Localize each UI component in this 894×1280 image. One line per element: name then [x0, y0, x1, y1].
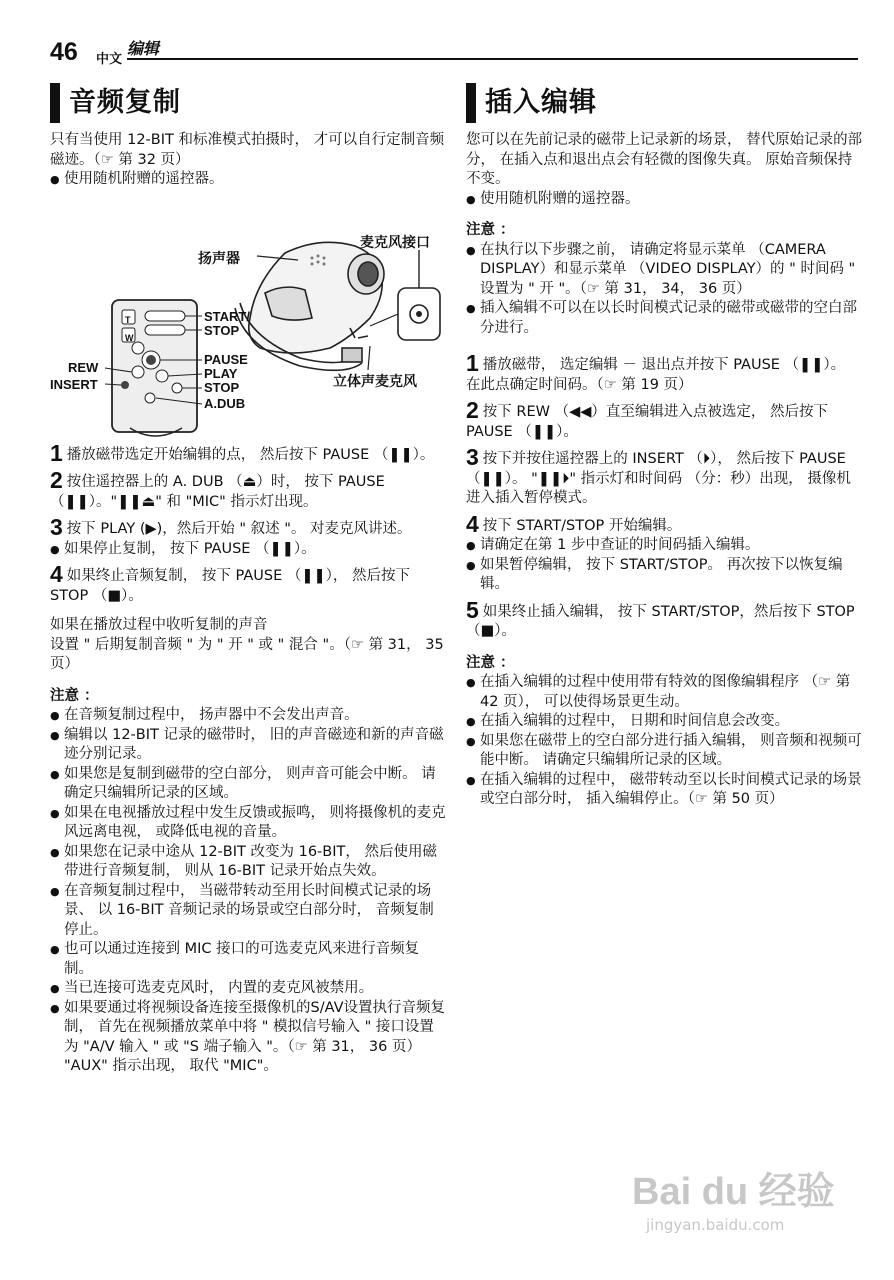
camcorder-remote-figure [50, 198, 448, 438]
step-number: 2 [50, 467, 63, 493]
step-4-bullet: ● 请确定在第 1 步中查证的时间码插入编辑。 [466, 536, 864, 556]
step-2 [466, 397, 864, 442]
title-bar [466, 83, 476, 123]
note-extra: "AUX" 指示出现， 取代 "MIC"。 [64, 1058, 278, 1074]
stereo-mic-leader [368, 346, 370, 370]
step-number: 2 [466, 397, 479, 423]
watermark-url: jingyan.baidu.com [646, 1216, 785, 1234]
step-3 [50, 514, 448, 540]
note-item: ● 编辑以 12-BIT 记录的磁带时， 旧的声音磁迹和新的声音磁迹分别记录。 [50, 726, 448, 765]
notes-heading: 注意 ： [466, 222, 515, 238]
step-number: 3 [50, 514, 63, 540]
header-rule [127, 58, 858, 60]
camcorder-drawing [235, 242, 384, 370]
note-item: ● 在插入编辑的过程中， 日期和时间信息会改变。 [466, 712, 864, 732]
note-item: ● 在音频复制过程中， 当磁带转动至用长时间模式记录的场景、 以 16-BIT 音频记录的场景或空白部分时， 音频复制停止。 [50, 882, 448, 941]
page-header [50, 38, 858, 68]
section-title-text: 插入编辑 [485, 87, 597, 119]
note-item: ● 当已连接可选麦克风时， 内置的麦克风被禁用。 [50, 979, 448, 999]
watermark-logo: Bai du 经验 [632, 1171, 835, 1213]
step-text: 按下 REW （◀◀）直至编辑进入点被选定， 然后按下 PAUSE （❚❚）。 [466, 404, 828, 440]
step-number: 1 [50, 439, 63, 466]
note-item: ● 也可以通过连接到 MIC 接口的可选麦克风来进行音频复制。 [50, 940, 448, 979]
step-text: 播放磁带选定开始编辑的点， 然后按下 PAUSE （❚❚）。 [66, 446, 435, 463]
zoom-w-key: W [125, 332, 134, 343]
page-number: 46 [50, 38, 78, 66]
intro-bullet: ● 使用随机附赠的遥控器。 [50, 170, 448, 190]
note-item: ● 插入编辑不可以在以长时间模式记录的磁带或磁带的空白部分进行。 [466, 299, 864, 338]
language-label: 中文 [96, 52, 123, 67]
note-item: ● 如果您是复制到磁带的空白部分， 则声音可能会中断。 请确定只编辑所记录的区域。 [50, 765, 448, 804]
step-1 [50, 439, 448, 466]
note-item: ● 在执行以下步骤之前， 请确定将显示菜单 （CAMERA DISPLAY）和显示菜单 （VIDEO DISPLAY）的 " 时间码 " 设置为 " 开 "。（☞ 第 31， 34， 36 页） [466, 241, 864, 300]
start-label: START/ [204, 308, 250, 324]
step-text: 播放磁带， 选定编辑 － 退出点并按下 PAUSE （❚❚）。 在此点确定时间码。（☞ 第 19 页） [466, 357, 846, 393]
step-number: 3 [466, 444, 479, 470]
note-item: ● 在插入编辑的过程中， 磁带转动至以长时间模式记录的场景或空白部分时， 插入编辑停止。（☞ 第 50 页） [466, 771, 864, 810]
step-text: 按下 PLAY (▶)，然后开始 " 叙述 "。 对麦克风讲述。 [66, 521, 412, 537]
note-item: ● 如果您在记录中途从 12-BIT 改变为 16-BIT， 然后使用磁带进行音频复制， 则从 16-BIT 记录开始点失效。 [50, 843, 448, 882]
rew-label: REW [68, 359, 99, 375]
speaker-label: 扬声器 [198, 250, 240, 267]
step-text: 按住遥控器上的 A. DUB （⏏）时， 按下 PAUSE （❚❚）。"❚❚⏏" 和 "MIC" 指示灯出现。 [50, 474, 385, 510]
section-title [50, 80, 448, 126]
zoom-t-key: T [125, 314, 131, 325]
step-1 [466, 350, 864, 395]
step-text: 按下并按住遥控器上的 INSERT （⏵）， 然后按下 PAUSE （❚❚）。 "❚❚⏵" 指示灯和时间码 （分：秒）出现， 摄像机进入插入暂停模式。 [466, 451, 851, 506]
subsection-text: 设置 " 后期复制音频 " 为 " 开 " 或 " 混合 "。（☞ 第 31， 35 页） [50, 636, 444, 672]
adub-label: A.DUB [204, 395, 246, 411]
mic-jack-label: 麦克风接口 [360, 234, 430, 251]
stop-label-2: STOP [204, 379, 240, 395]
play-label: PLAY [204, 365, 238, 381]
pause-label: PAUSE [204, 351, 248, 367]
intro-bullet: ● 使用随机附赠的遥控器。 [466, 190, 864, 210]
step-5 [466, 596, 864, 642]
note-item: ● 如果在电视播放过程中发生反馈或振鸣， 则将摄像机的麦克风远离电视， 或降低电视的音量。 [50, 804, 448, 843]
section-title-text: 音频复制 [69, 87, 181, 119]
step-text: 如果终止音频复制， 按下 PAUSE （❚❚）， 然后按下 STOP （■）。 [50, 568, 410, 604]
notes-heading: 注意 ： [466, 654, 515, 671]
chapter-title: 编辑 [127, 39, 160, 58]
step-number: 1 [466, 350, 479, 376]
note-item: ● 如果您在磁带上的空白部分进行插入编辑， 则音频和视频可能中断。 请确定只编辑所记录的区域。 [466, 732, 864, 771]
step-text: 如果终止插入编辑， 按下 START/STOP，然后按下 STOP （■）。 [466, 603, 855, 639]
step-4 [466, 510, 864, 537]
step-3-bullet: ● 如果停止复制， 按下 PAUSE （❚❚）。 [50, 540, 448, 560]
notes-heading: 注意 ： [50, 687, 99, 704]
audio-dubbing-section [50, 80, 448, 1077]
stereo-mic-label: 立体声麦克风 [333, 373, 417, 390]
note-item: ● 如果要通过将视频设备连接至摄像机的S/AV设置执行音频复制， 首先在视频播放菜单中将 " 模拟信号输入 " 接口设置为 "A/V 输入 " 或 "S 端子输入 "。（☞ 第 31， 36 页） [50, 999, 448, 1058]
step-number: 4 [466, 510, 479, 537]
step-number: 4 [50, 561, 63, 587]
title-bar [50, 83, 60, 123]
note-item: ● 在音频复制过程中， 扬声器中不会发出声音。 [50, 706, 448, 726]
subsection-heading: 如果在播放过程中收听复制的声音 [50, 617, 268, 633]
step-text: 按下 START/STOP 开始编辑。 [482, 517, 682, 534]
note-item: ● 在插入编辑的过程中使用带有特效的图像编辑程序 （☞ 第 42 页）， 可以使得场景更生动。 [466, 673, 864, 712]
intro-text: 您可以在先前记录的磁带上记录新的场景， 替代原始记录的部分， 在插入点和退出点会有轻微的图像失真。 原始音频保持不变。 [466, 132, 863, 187]
section-title [466, 80, 864, 126]
step-4-bullet: ● 如果暂停编辑， 按下 START/STOP。 再次按下以恢复编辑。 [466, 556, 864, 595]
baidu-watermark [632, 1148, 852, 1248]
step-3 [466, 444, 864, 509]
step-4 [50, 561, 448, 606]
step-number: 5 [466, 596, 479, 623]
step-2 [50, 467, 448, 512]
insert-label: INSERT [50, 376, 98, 392]
insert-editing-section [466, 80, 864, 810]
intro-text: 只有当使用 12-BIT 和标准模式拍摄时， 才可以自行定制音频磁迹。（☞ 第 32 页） [50, 132, 445, 168]
stop-label-1: STOP [204, 322, 240, 338]
